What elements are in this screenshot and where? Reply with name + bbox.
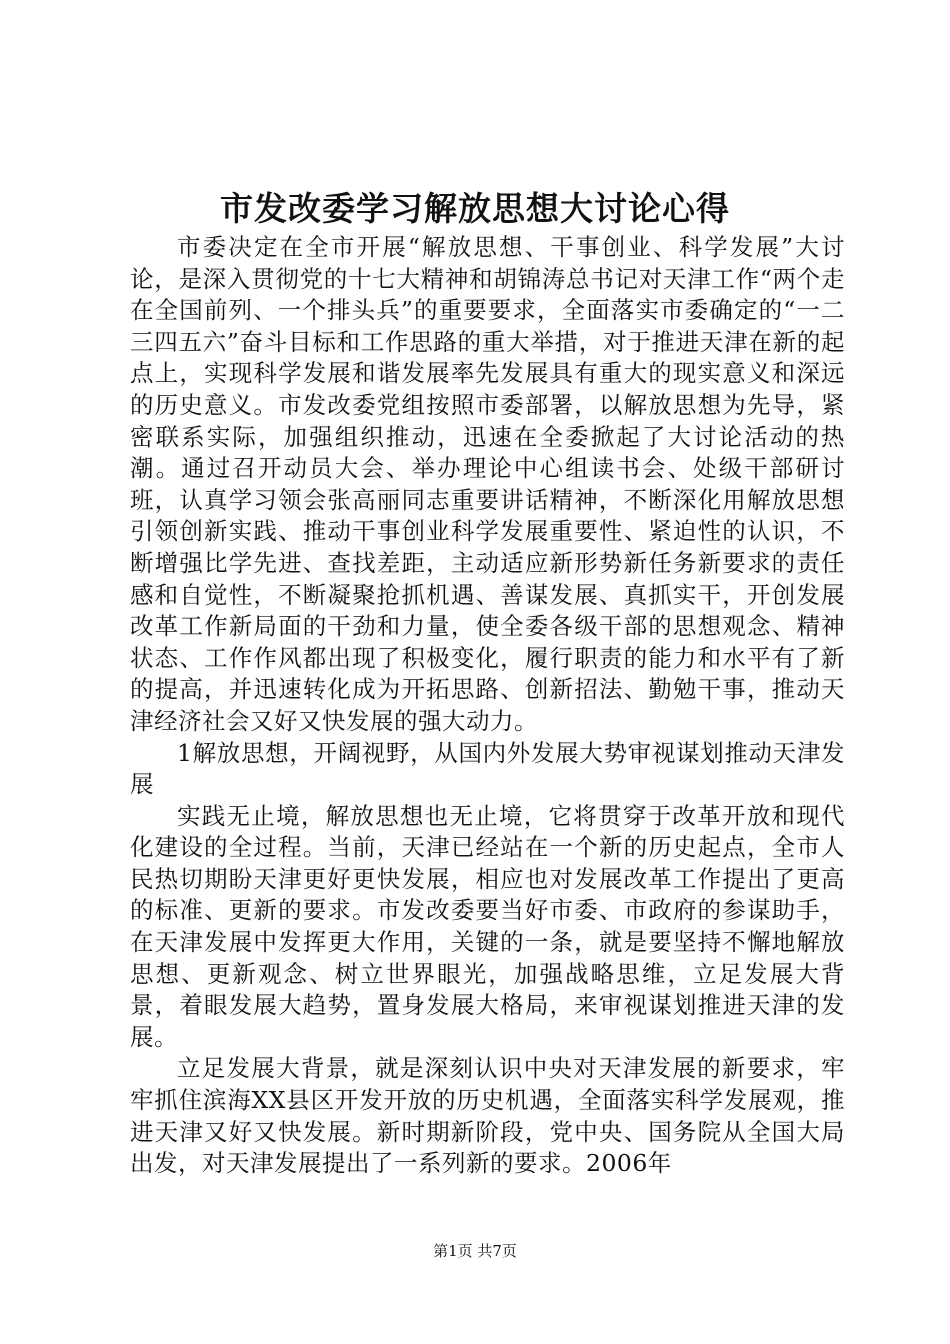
- document-title: 市发改委学习解放思想大讨论心得: [220, 189, 730, 228]
- paragraph-practice: 实践无止境，解放思想也无止境，它将贯穿于改革开放和现代化建设的全过程。当前，天津已经站在一个新的历史起点，全市人民热切期盼天津更好更快发展，相应也对发展改革工作提出了更高的标准、更新的要求。市发改委要当好市委、市政府的参谋助手，在天津发展中发挥更大作用，关键的一条，就是要坚持不懈地解放思想、更新观念、树立世界眼光，加强战略思维，立足发展大背景，着眼发展大趋势，置身发展大格局，来审视谋划推进天津的发展。: [130, 801, 845, 1051]
- paragraph-background: 立足发展大背景，就是深刻认识中央对天津发展的新要求，牢牢抓住滨海XX县区开发开放的历史机遇，全面落实科学发展观，推进天津又好又快发展。新时期新阶段，党中央、国务院从全国大局出发，对天津发展提出了一系列新的要求。2006年: [130, 1054, 845, 1178]
- paragraph-intro: 市委决定在全市开展“解放思想、干事创业、科学发展”大讨论，是深入贯彻党的十七大精神和胡锦涛总书记对天津工作“两个走在全国前列、一个排头兵”的重要要求，全面落实市委确定的“一二三四五六”奋斗目标和工作思路的重大举措，对于推进天津在新的起点上，实现科学发展和谐发展率先发展具有重大的现实意义和深远的历史意义。市发改委党组按照市委部署，以解放思想为先导，紧密联系实际，加强组织推动，迅速在全委掀起了大讨论活动的热潮。通过召开动员大会、举办理论中心组读书会、处级干部研讨班，认真学习领会张高丽同志重要讲话精神，不断深化用解放思想引领创新实践、推动干事创业科学发展重要性、紧迫性的认识，不断增强比学先进、查找差距，主动适应新形势新任务新要求的责任感和自觉性，不断凝聚抢抓机遇、善谋发展、真抓实干，开创发展改革工作新局面的干劲和力量，使全委各级干部的思想观念、精神状态、工作作风都出现了积极变化，履行职责的能力和水平有了新的提高，并迅速转化成为开拓思路、创新招法、勤勉干事，推动天津经济社会又好又快发展的强大动力。: [130, 233, 845, 735]
- section-heading-1: 1解放思想，开阔视野，从国内外发展大势审视谋划推动天津发展: [130, 738, 845, 799]
- document-body: [130, 232, 845, 1180]
- page-footer: 第1页 共7页: [433, 1242, 517, 1260]
